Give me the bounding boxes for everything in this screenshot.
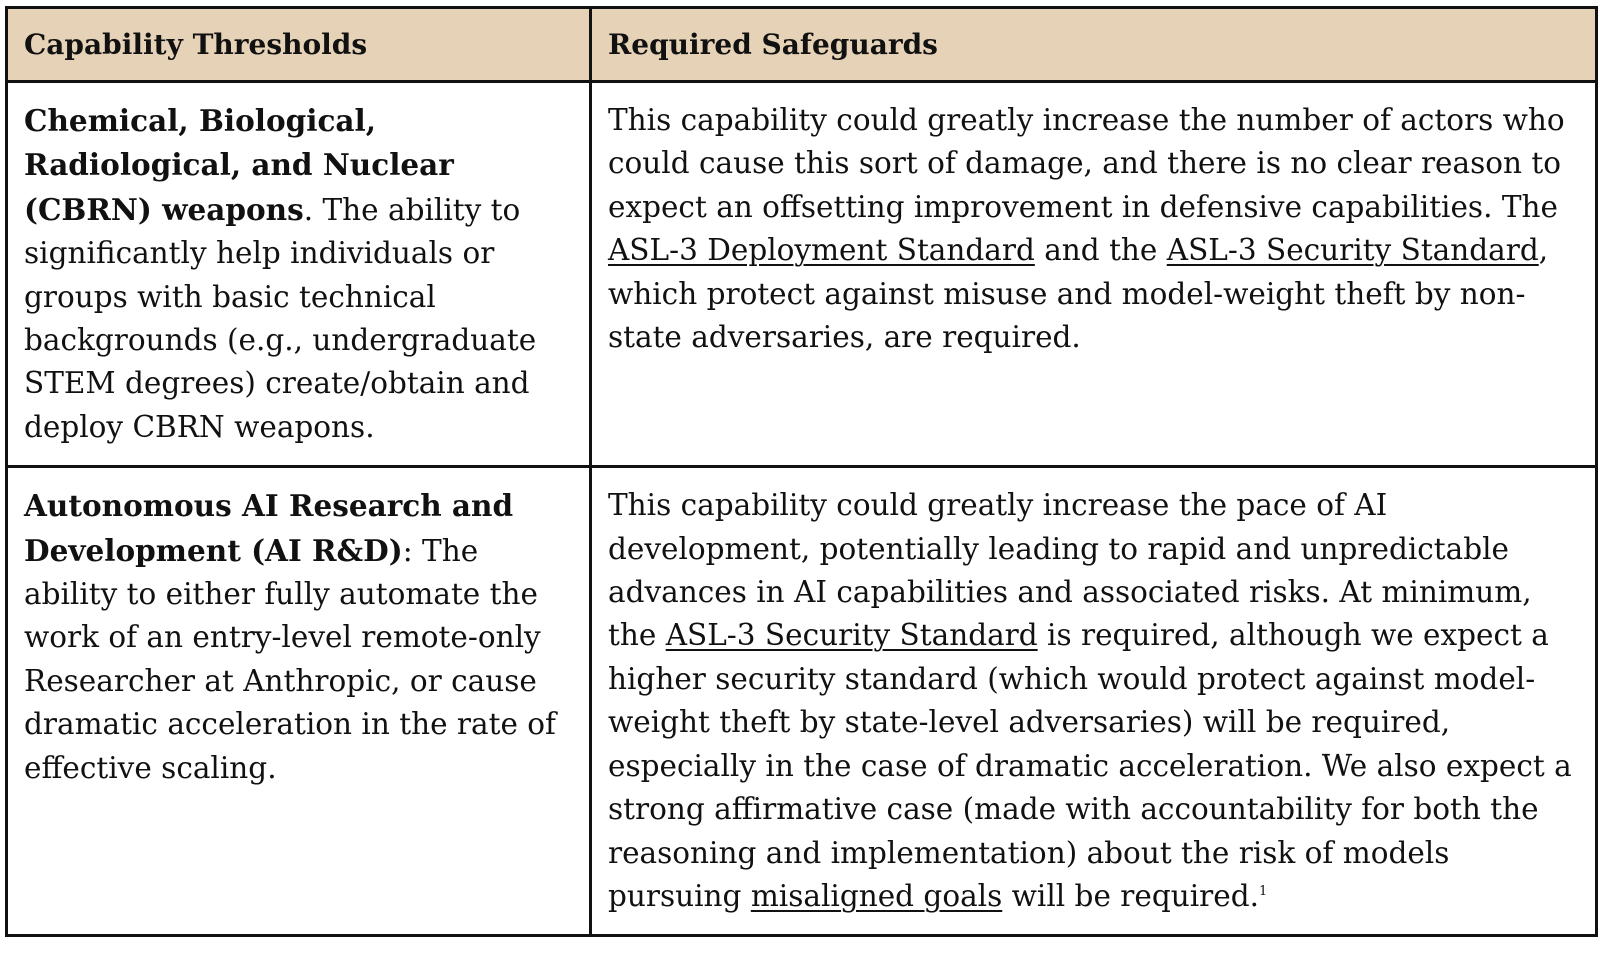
cbrn-threshold-cell: [7, 82, 591, 467]
cbrn-safeguards-text-2: and the: [1034, 233, 1167, 268]
ai-rnd-safeguards-text-1: This capability could greatly increase the pace of AI development, potentially leading to rapid and unpredictable advances in AI capabilities and associated risks. At minimum, the: [608, 488, 1532, 653]
cbrn-safeguards-cell: [591, 82, 1597, 467]
safeguards-table-container: [5, 6, 1595, 937]
capability-safeguards-table: [5, 6, 1598, 937]
ai-rnd-safeguards-cell: [591, 467, 1597, 936]
ai-rnd-threshold-cell: [7, 467, 591, 936]
ai-rnd-threshold-title-sep: :: [402, 533, 413, 568]
cbrn-threshold-title-sep: .: [303, 192, 314, 227]
ai-rnd-threshold-title: Autonomous AI Research and Development (AI R&D): [24, 488, 514, 568]
cbrn-safeguards-text-3: , which protect against misuse and model-weight theft by non-state adversaries, are required.: [608, 233, 1549, 355]
ai-rnd-threshold-body: The ability to either fully automate the work of an entry-level remote-only Researcher at Anthropic, or cause dramatic acceleration in the rate of effective scaling.: [24, 533, 556, 785]
cbrn-threshold-body: The ability to significantly help individuals or groups with basic technical backgrounds (e.g., undergraduate STEM degrees) create/obtain and deploy CBRN weapons.: [24, 192, 537, 444]
ai-rnd-safeguards-text-3: will be required.: [1002, 878, 1259, 913]
cbrn-threshold-title: Chemical, Biological, Radiological, and Nuclear (CBRN) weapons: [24, 103, 454, 227]
asl3-security-standard-link[interactable]: ASL-3 Security Standard: [1166, 233, 1539, 268]
asl3-deployment-standard-link[interactable]: ASL-3 Deployment Standard: [608, 233, 1035, 268]
footnote-marker[interactable]: 1: [1258, 884, 1268, 900]
header-required-safeguards: Required Safeguards: [591, 8, 1597, 82]
misaligned-goals-link[interactable]: misaligned goals: [750, 878, 1003, 913]
table-row: [7, 467, 1597, 936]
cbrn-safeguards-text-1: This capability could greatly increase the number of actors who could cause this sort of damage, and there is no clear reason to expect an offsetting improvement in defensive capabilities. The: [608, 103, 1565, 224]
header-capability-thresholds: Capability Thresholds: [7, 8, 591, 82]
asl3-security-standard-link[interactable]: ASL-3 Security Standard: [665, 618, 1038, 653]
table-row: [7, 82, 1597, 467]
ai-rnd-safeguards-text-2: is required, although we expect a higher security standard (which would protect against model-weight theft by state-level adversaries) will be required, especially in the case of dramatic acceleration. We also expect a strong affirmative case (made with accountability for both the reasoning and implementation) about the risk of models pursuing: [608, 618, 1572, 913]
table-header-row: [7, 8, 1597, 82]
